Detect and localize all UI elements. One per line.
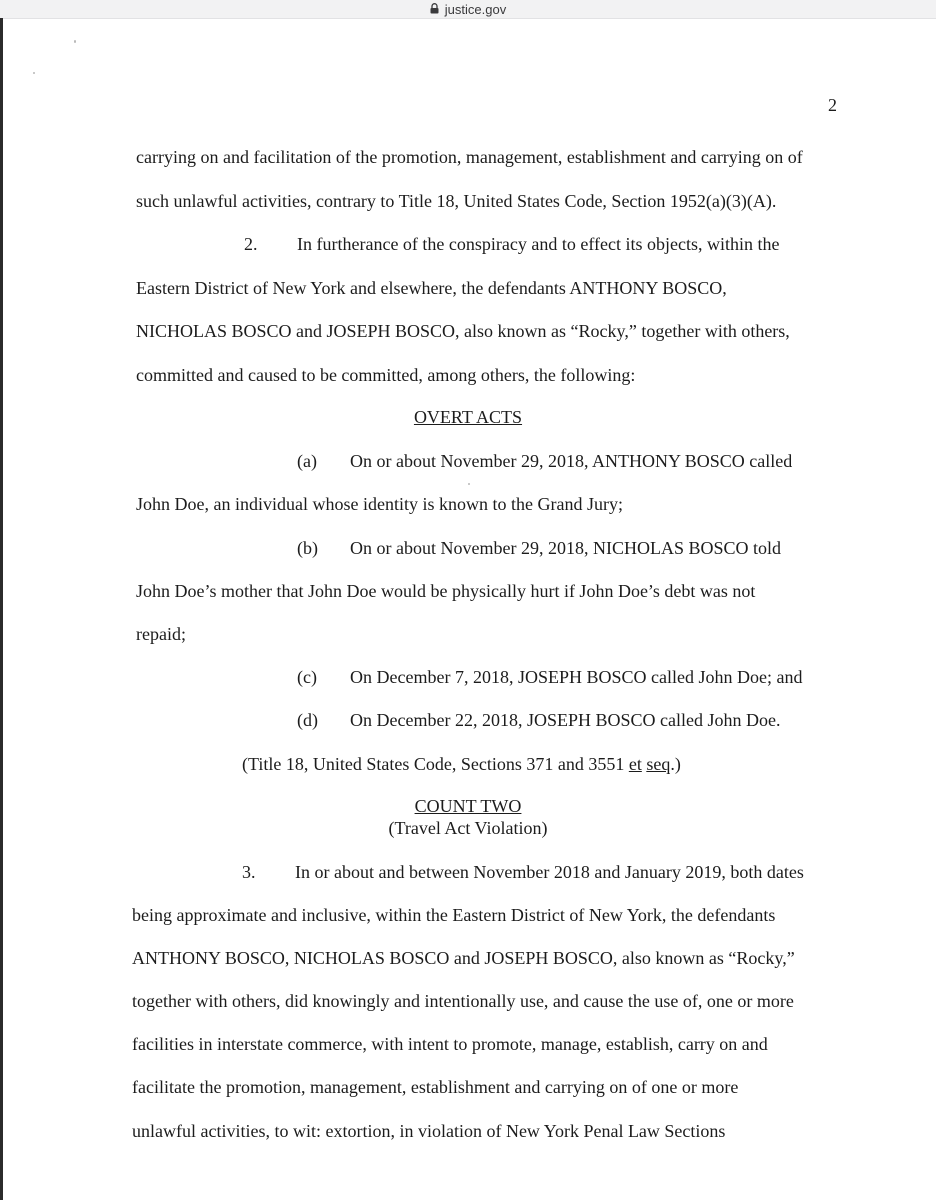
page-number: 2 <box>828 95 837 115</box>
para3-line2: being approximate and inclusive, within the Eastern District of New York, the defendants <box>132 905 776 925</box>
count-two-subheading: (Travel Act Violation) <box>388 818 548 838</box>
overt-act-a-line1: On or about November 29, 2018, ANTHONY BOSCO called <box>350 451 793 471</box>
overt-act-b-line1: On or about November 29, 2018, NICHOLAS BOSCO told <box>350 538 781 558</box>
overt-acts-heading-text: OVERT ACTS <box>413 407 523 427</box>
para3-line6: facilitate the promotion, management, establishment and carrying on of one or more <box>132 1077 739 1097</box>
para3-line5: facilities in interstate commerce, with intent to promote, manage, establish, carry on and <box>132 1034 768 1054</box>
url-domain[interactable]: justice.gov <box>444 1 507 17</box>
count-two-heading-text: COUNT TWO <box>414 796 522 816</box>
overt-act-b-line3: repaid; <box>136 624 186 644</box>
overt-act-a-label: (a) <box>297 451 317 471</box>
statute-citation <box>242 753 681 775</box>
para1-line2: such unlawful activities, contrary to Title 18, United States Code, Section 1952(a)(3)(A). <box>136 191 777 211</box>
overt-act-c-line1: On December 7, 2018, JOSEPH BOSCO called John Doe; and <box>350 667 803 687</box>
overt-act-a-line2: John Doe, an individual whose identity is known to the Grand Jury; <box>136 494 623 514</box>
para3-line1: In or about and between November 2018 and January 2019, both dates <box>295 862 804 882</box>
citation-end: .) <box>670 754 681 774</box>
para3-number: 3. <box>242 862 256 882</box>
citation-text: (Title 18, United States Code, Sections 371 and 3551 <box>242 754 629 774</box>
citation-et: et <box>628 754 642 774</box>
para2-line2: Eastern District of New York and elsewhere, the defendants ANTHONY BOSCO, <box>136 278 727 298</box>
para3-line3: ANTHONY BOSCO, NICHOLAS BOSCO and JOSEPH BOSCO, also known as “Rocky,” <box>132 948 795 968</box>
overt-acts-heading <box>0 406 936 428</box>
para2-line1: In furtherance of the conspiracy and to effect its objects, within the <box>297 234 780 254</box>
citation-seq: seq <box>646 754 671 774</box>
overt-act-d-label: (d) <box>297 710 318 730</box>
para2-number: 2. <box>244 234 258 254</box>
overt-act-c-label: (c) <box>297 667 317 687</box>
overt-act-b-line2: John Doe’s mother that John Doe would be physically hurt if John Doe’s debt was not <box>136 581 756 601</box>
overt-act-d-line1: On December 22, 2018, JOSEPH BOSCO called John Doe. <box>350 710 781 730</box>
count-two-heading <box>0 795 936 817</box>
para1-line1: carrying on and facilitation of the promotion, management, establishment and carrying on of <box>136 147 803 167</box>
overt-act-b-label: (b) <box>297 538 318 558</box>
para2-line3: NICHOLAS BOSCO and JOSEPH BOSCO, also known as “Rocky,” together with others, <box>136 321 790 341</box>
para3-line4: together with others, did knowingly and intentionally use, and cause the use of, one or more <box>132 991 794 1011</box>
para2-line4: committed and caused to be committed, among others, the following: <box>136 365 636 385</box>
para3-line7: unlawful activities, to wit: extortion, in violation of New York Penal Law Sections <box>132 1121 726 1141</box>
